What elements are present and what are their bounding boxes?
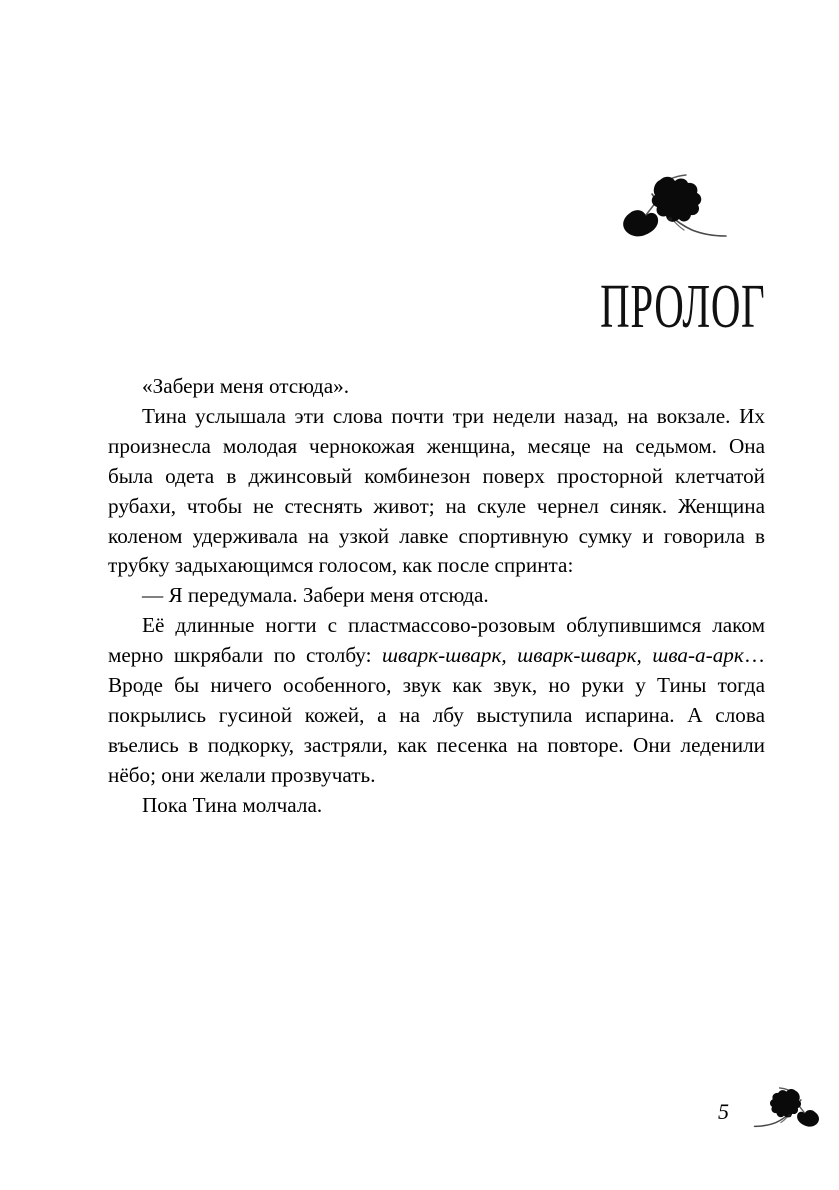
page-number: 5: [718, 1099, 729, 1124]
paragraph-3-dialogue: — Я передумала. Забери меня отсюда.: [142, 583, 489, 608]
paragraph-4: [108, 611, 765, 790]
body-text-block: [108, 372, 765, 821]
paragraph-4-lead: Её длинные ногти с пластмассово-розовым облупившимся лаком мерно шкрябали по столбу:: [108, 613, 765, 668]
paragraph-1: «Забери меня отсюда».: [142, 374, 350, 398]
paragraph-5: Пока Тина молчала.: [142, 792, 323, 817]
paragraph-2: Тина услышала эти слова почти три недели назад, на вокзале. Их произнесла молодая чернокожая женщина, месяце на седьмом. Она была одета в джинсовый комбинезон поверх просторной клетчатой рубахи, чтобы не стеснять живот; на скуле чернел синяк. Женщина коленом удерживала на узкой лавке спортивную сумку и говорила в трубку задыхающимся голосом, как после спринта:: [108, 403, 765, 578]
vine-leaf-ornament-bottom-icon: [752, 1086, 826, 1144]
chapter-heading: ПРОЛОГ: [599, 273, 765, 341]
vine-leaf-ornament-icon: [612, 172, 730, 264]
paragraph-4-tail: … Вроде бы ничего особенного, звук как звук, но руки у Тины тогда покрылись гусиной кожей, а на лбу выступила испарина. А слова въелись в подкорку, застряли, как песенка на повторе. Они леденили нёбо; они желали прозвучать.: [108, 643, 765, 787]
paragraph-4-onomatopoeia: шварк-шварк, шварк-шварк, шва-а-арк: [382, 643, 744, 668]
